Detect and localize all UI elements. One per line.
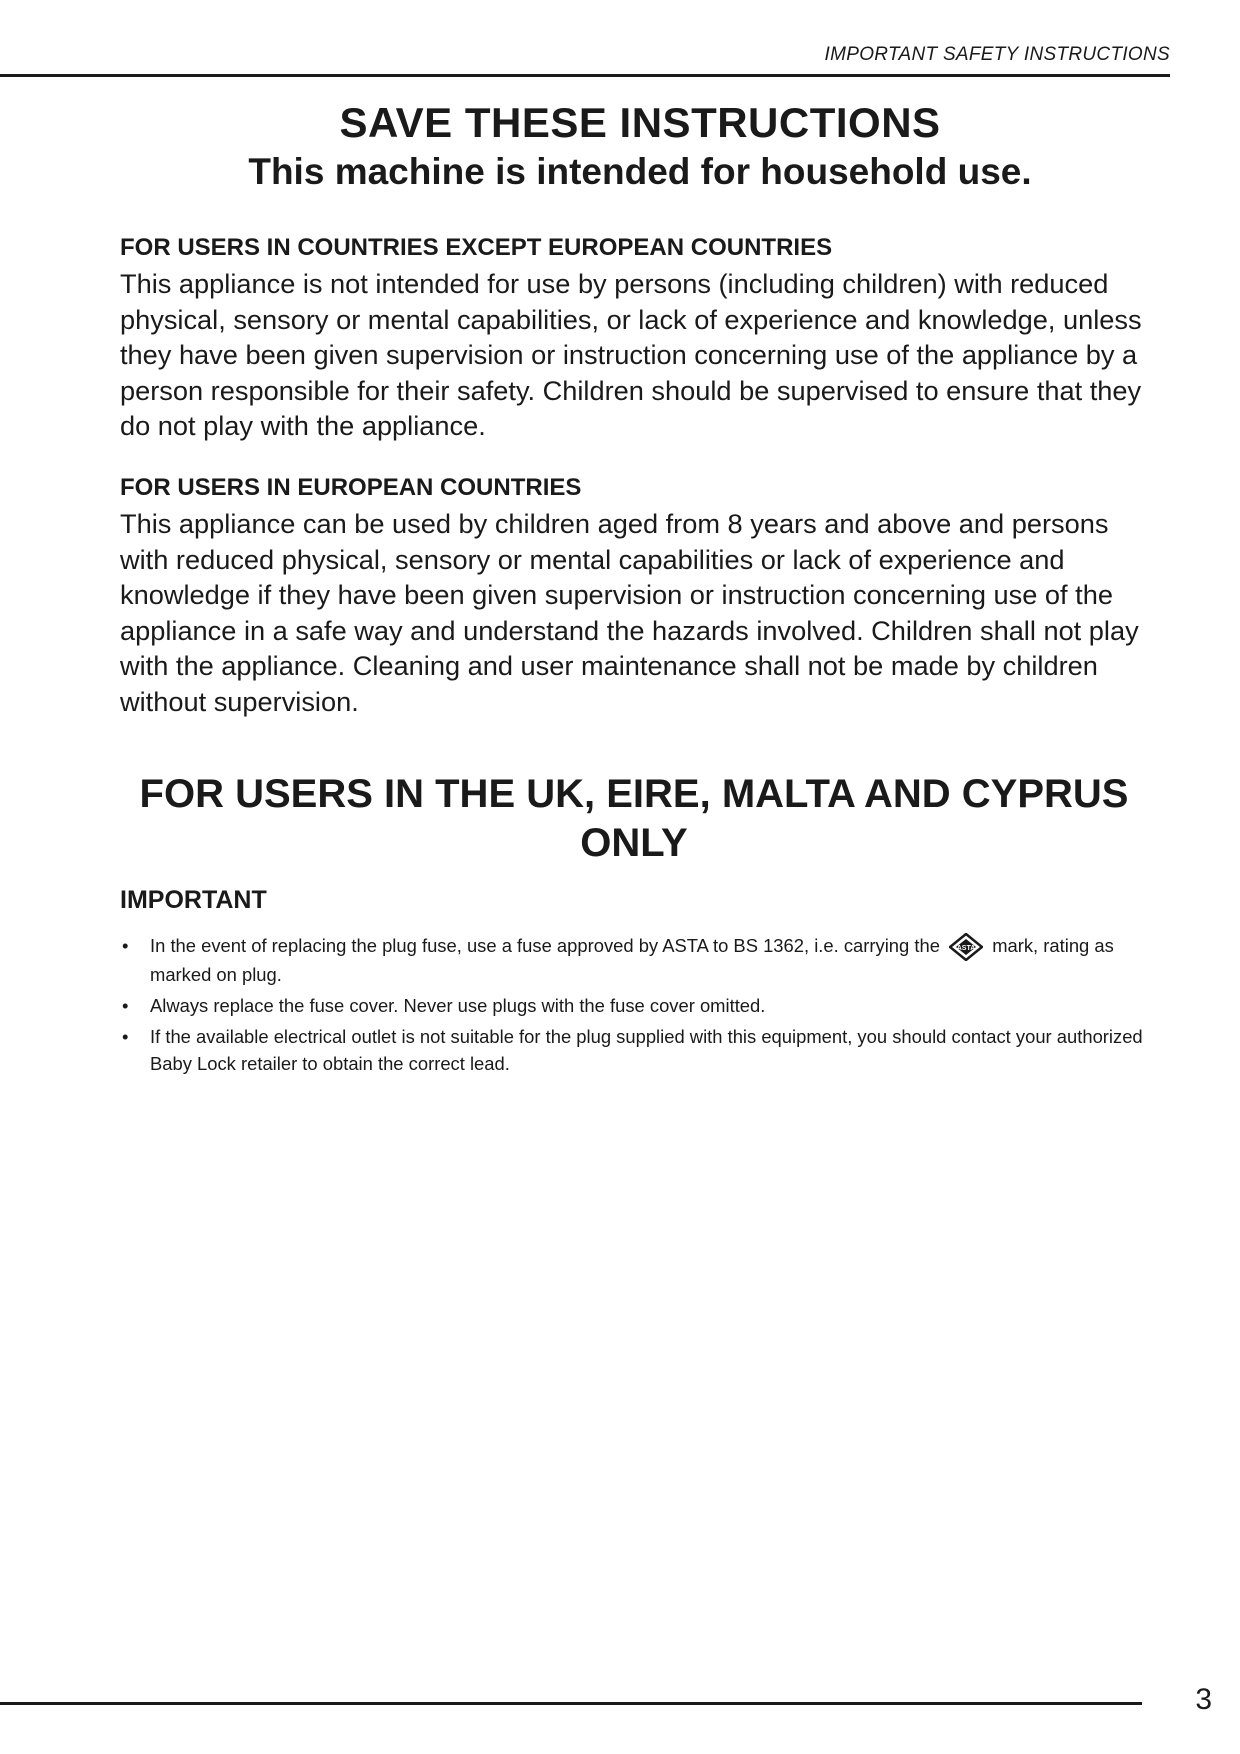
section-body: This appliance can be used by children aged from 8 years and above and persons with reduced physical, sensory or mental capabilities or lack of experience and knowledge if they have been given supervision or instruction concerning use of the appliance in a safe way and understand the hazards involved. Children shall not play with the appliance. Cleaning and user maintenance shall not be made by children without supervision. (120, 508, 1139, 717)
list-item (120, 992, 1162, 1019)
important-bullet-list (120, 932, 1162, 1081)
bullet-icon: • (122, 1026, 129, 1048)
bullet-icon: • (122, 995, 129, 1017)
section-non-european (120, 232, 1148, 444)
asta-mark-icon (949, 933, 983, 961)
header-rule (0, 74, 1170, 77)
list-item (120, 932, 1162, 988)
section-body: This appliance is not intended for use by persons (including children) with reduced physical, sensory or mental capabilities, or lack of experience and knowledge, unless they have been given supervision or instruction concerning use of the appliance by a person responsible for their safety. Children should be supervised to ensure that they do not play with the appliance. (120, 268, 1142, 441)
page-number: 3 (1195, 1683, 1212, 1716)
important-label: IMPORTANT (120, 886, 267, 914)
list-item (120, 1023, 1162, 1077)
bullet-text-after-mark: mark, rating as marked on plug. (150, 935, 1114, 986)
asta-mark-text: ASTA (956, 945, 976, 953)
bullet-text-before-mark: In the event of replacing the plug fuse, use a fuse approved by ASTA to BS 1362, i.e. carrying the (150, 935, 940, 956)
bullet-text: Always replace the fuse cover. Never use plugs with the fuse cover omitted. (150, 995, 766, 1017)
running-header: IMPORTANT SAFETY INSTRUCTIONS (824, 44, 1170, 65)
uk-section-heading: FOR USERS IN THE UK, EIRE, MALTA AND CYPRUS ONLY (139, 772, 1129, 865)
section-heading: FOR USERS IN COUNTRIES EXCEPT EUROPEAN COUNTRIES (120, 234, 833, 261)
footer-rule (0, 1702, 1142, 1705)
section-heading: FOR USERS IN EUROPEAN COUNTRIES (120, 474, 582, 501)
page-title: SAVE THESE INSTRUCTIONS (339, 99, 941, 146)
bullet-text: If the available electrical outlet is not suitable for the plug supplied with this equipment, you should contact your authorized Baby Lock retailer to obtain the correct lead. (150, 1026, 1143, 1075)
bullet-icon: • (122, 935, 129, 956)
title-block (120, 98, 1160, 196)
section-european (120, 472, 1148, 719)
page-subtitle: This machine is intended for household use. (248, 151, 1032, 192)
